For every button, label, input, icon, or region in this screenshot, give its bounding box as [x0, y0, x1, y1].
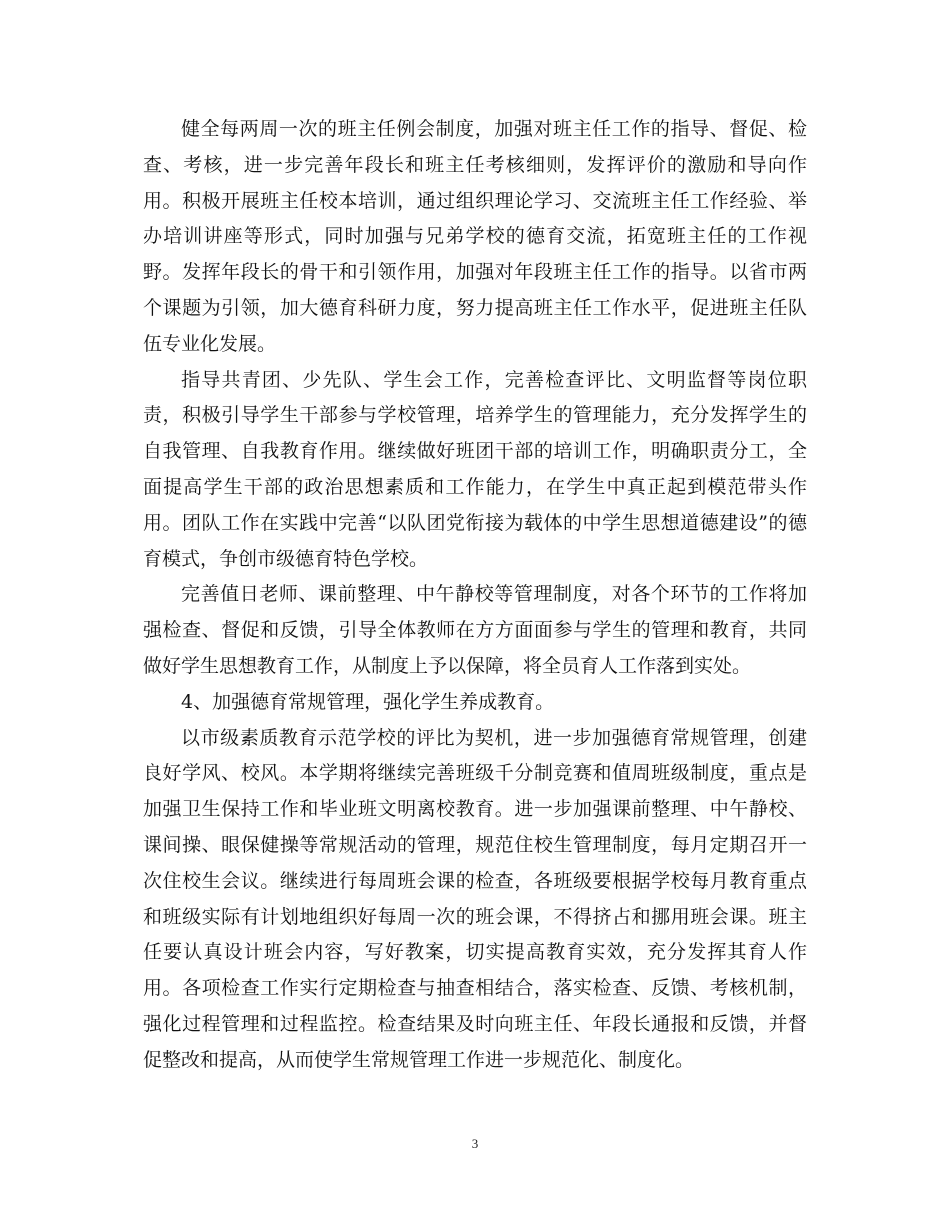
- document-body: [143, 112, 807, 1079]
- paragraph-student-organizations: 指导共青团、少先队、学生会工作，完善检查评比、文明监督等岗位职责，积极引导学生干部参与学校管理，培养学生的管理能力，充分发挥学生的自我管理、自我教育作用。继续做好班团干部的培训工作，明确职责分工，全面提高学生干部的政治思想素质和工作能力，在学生中真正起到模范带头作用。团队工作在实践中完善“以队团党衔接为载体的中学生思想道德建设”的德育模式，争创市级德育特色学校。: [143, 368, 807, 570]
- page-number: 3: [471, 1136, 479, 1151]
- paragraph-duty-system: 完善值日老师、课前整理、中午静校等管理制度，对各个环节的工作将加强检查、督促和反馈，引导全体教师在方方面面参与学生的管理和教育，共同做好学生思想教育工作，从制度上予以保障，将全员育人工作落到实处。: [143, 583, 807, 677]
- paragraph-class-teacher-meetings: 健全每两周一次的班主任例会制度，加强对班主任工作的指导、督促、检查、考核，进一步完善年段长和班主任考核细则，发挥评价的激励和导向作用。积极开展班主任校本培训，通过组织理论学习、交流班主任工作经验、举办培训讲座等形式，同时加强与兄弟学校的德育交流，拓宽班主任的工作视野。发挥年段长的骨干和引领作用，加强对年段班主任工作的指导。以省市两个课题为引领，加大德育科研力度，努力提高班主任工作水平，促进班主任队伍专业化发展。: [143, 118, 807, 355]
- paragraph-routine-management: 以市级素质教育示范学校的评比为契机，进一步加强德育常规管理，创建良好学风、校风。本学期将继续完善班级千分制竞赛和值周班级制度，重点是加强卫生保持工作和毕业班文明离校教育。进一步加强课前整理、中午静校、课间操、眼保健操等常规活动的管理，规范住校生管理制度，每月定期召开一次住校生会议。继续进行每周班会课的检查，各班级要根据学校每月教育重点和班级实际有计划地组织好每周一次的班会课，不得挤占和挪用班会课。班主任要认真设计班会内容，写好教案，切实提高教育实效，充分发挥其育人作用。各项检查工作实行定期检查与抽查相结合，落实检查、反馈、考核机制，强化过程管理和过程监控。检查结果及时向班主任、年段长通报和反馈，并督促整改和提高，从而使学生常规管理工作进一步规范化、制度化。: [143, 726, 807, 1071]
- section-heading-routine-management: 4、加强德育常规管理，强化学生养成教育。: [181, 690, 555, 713]
